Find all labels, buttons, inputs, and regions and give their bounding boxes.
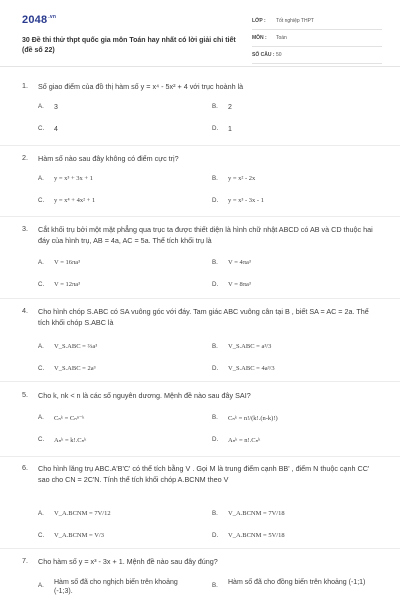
meta-value: 50: [276, 52, 282, 58]
logo-suffix: .vn: [48, 14, 57, 21]
option-letter: A.: [38, 175, 44, 182]
question-divider: [0, 145, 400, 146]
meta-key: LỚP :: [252, 18, 266, 24]
option-text: Cₙᵏ = Cₙⁿ⁻ᵏ: [54, 415, 85, 422]
question-text: Cho hình chóp S.ABC có SA vuông góc với đáy. Tam giác ABC vuông cân tại B , biết SA = AC = 2a. Thể tích khối chóp S.ABC là: [38, 307, 369, 327]
option-text: 3: [54, 104, 58, 111]
question-text: Cho hàm số y = x³ - 3x + 1. Mệnh đề nào sau đây đúng?: [38, 557, 218, 566]
question-number: 2.: [22, 153, 28, 162]
page-title: 30 Đề thi thử thpt quốc gia môn Toán hay nhất có lời giải chi tiết (đề số 22): [22, 37, 236, 54]
option-text: Hàm số đã cho nghịch biến trên khoảng (-1;3).: [54, 579, 178, 595]
question-text: Hàm số nào sau đây không có điểm cực trị?: [38, 154, 179, 163]
question-divider: [0, 216, 400, 217]
option-text: 1: [228, 126, 232, 133]
option-letter: D.: [212, 365, 219, 372]
option-text: V_A.BCNM = V/3: [54, 532, 104, 539]
option-letter: A.: [38, 259, 44, 266]
option-text: Aₙᵏ = k!.Cₙᵏ: [54, 437, 87, 444]
site-logo[interactable]: [22, 14, 56, 26]
question-text: Số giao điểm của đồ thị hàm số y = x⁴ - 5x² + 4 với trục hoành là: [38, 82, 244, 91]
meta-value: Toán: [276, 35, 287, 41]
question-divider: [0, 298, 400, 299]
meta-value: Tốt nghiệp THPT: [276, 18, 314, 24]
header-divider: [0, 66, 400, 67]
option-text: Hàm số đã cho đồng biến trên khoảng (-1;1): [228, 579, 366, 586]
question-number: 5.: [22, 390, 28, 399]
option-letter: C.: [38, 532, 45, 539]
option-letter: C.: [38, 436, 45, 443]
option-letter: B.: [212, 103, 218, 110]
option-text: 2: [228, 104, 232, 111]
question-divider: [0, 548, 400, 549]
question-text: Cho k, nk < n là các số nguyên dương. Mệnh đề nào sau đây SAI?: [38, 391, 251, 400]
option-text: V_A.BCNM = 5V/18: [228, 532, 285, 539]
option-text: V = 12πa³: [54, 281, 81, 288]
option-letter: A.: [38, 414, 44, 421]
option-text: y = x³ + 3x + 1: [54, 175, 93, 182]
meta-row-count: [252, 49, 382, 64]
question-6: [22, 463, 382, 545]
option-letter: D.: [212, 281, 219, 288]
option-letter: B.: [212, 414, 218, 421]
question-5: [22, 390, 382, 452]
question-text: Cho hình lăng trụ ABC.A'B'C' có thể tích bằng V . Gọi M là trung điểm cạnh BB' , điểm N thuộc cạnh CC' sao cho CN = 2C'N. Tính thể tích khối chóp A.BCNM theo V: [38, 464, 370, 484]
option-text: V_A.BCNM = 7V/12: [54, 510, 111, 517]
option-text: y = x⁴ + 4x² + 1: [54, 197, 96, 204]
question-divider: [0, 456, 400, 457]
question-number: 7.: [22, 556, 28, 565]
option-letter: C.: [38, 281, 45, 288]
option-text: V_S.ABC = ⅔a³: [54, 343, 98, 350]
option-letter: A.: [38, 103, 44, 110]
option-text: Cₙᵏ = n!/(k!.(n-k)!): [228, 415, 278, 422]
option-letter: C.: [38, 197, 45, 204]
option-letter: D.: [212, 125, 219, 132]
option-letter: D.: [212, 532, 219, 539]
option-letter: D.: [212, 197, 219, 204]
option-text: V_S.ABC = 2a³: [54, 365, 96, 372]
question-number: 6.: [22, 463, 28, 472]
option-text: y = x³ - 3x - 1: [228, 197, 264, 204]
option-text: y = x² - 2x: [228, 175, 256, 182]
meta-key: MÔN :: [252, 35, 267, 41]
question-7: [22, 556, 382, 600]
option-text: V = 4πa³: [228, 259, 251, 266]
option-text: V = 16πa³: [54, 259, 81, 266]
question-3: [22, 224, 382, 294]
meta-row-class: [252, 15, 382, 30]
meta-row-subject: [252, 32, 382, 47]
question-number: 4.: [22, 306, 28, 315]
option-letter: B.: [212, 343, 218, 350]
question-divider: [0, 381, 400, 382]
exam-meta: [252, 15, 382, 66]
logo-text: 2048: [22, 14, 48, 26]
option-letter: C.: [38, 125, 45, 132]
option-text: V_S.ABC = 4a³/3: [228, 365, 275, 372]
option-letter: A.: [38, 343, 44, 350]
question-number: 3.: [22, 224, 28, 233]
option-text: Aₙᵏ = n!.Cₙᵏ: [228, 437, 261, 444]
option-text: V_A.BCNM = 7V/18: [228, 510, 285, 517]
question-text: Cắt khối trụ bởi một mặt phẳng qua trục ta được thiết diện là hình chữ nhật ABCD có AB và CD thuộc hai đáy của hình trụ, AB = 4a, AC = 5a. Thể tích khối trụ là: [38, 225, 373, 245]
option-letter: B.: [212, 259, 218, 266]
question-number: 1.: [22, 81, 28, 90]
option-text: V_S.ABC = a³/3: [228, 343, 272, 350]
option-letter: C.: [38, 365, 45, 372]
option-letter: A.: [38, 510, 44, 517]
option-letter: A.: [38, 582, 44, 589]
option-letter: B.: [212, 510, 218, 517]
question-2: [22, 153, 382, 211]
meta-key: SỐ CÂU :: [252, 52, 275, 58]
question-4: [22, 306, 382, 376]
option-letter: D.: [212, 436, 219, 443]
option-letter: B.: [212, 582, 218, 589]
option-text: V = 8πa³: [228, 281, 251, 288]
header: [22, 12, 382, 64]
question-1: [22, 81, 382, 141]
option-text: 4: [54, 126, 58, 133]
option-letter: B.: [212, 175, 218, 182]
